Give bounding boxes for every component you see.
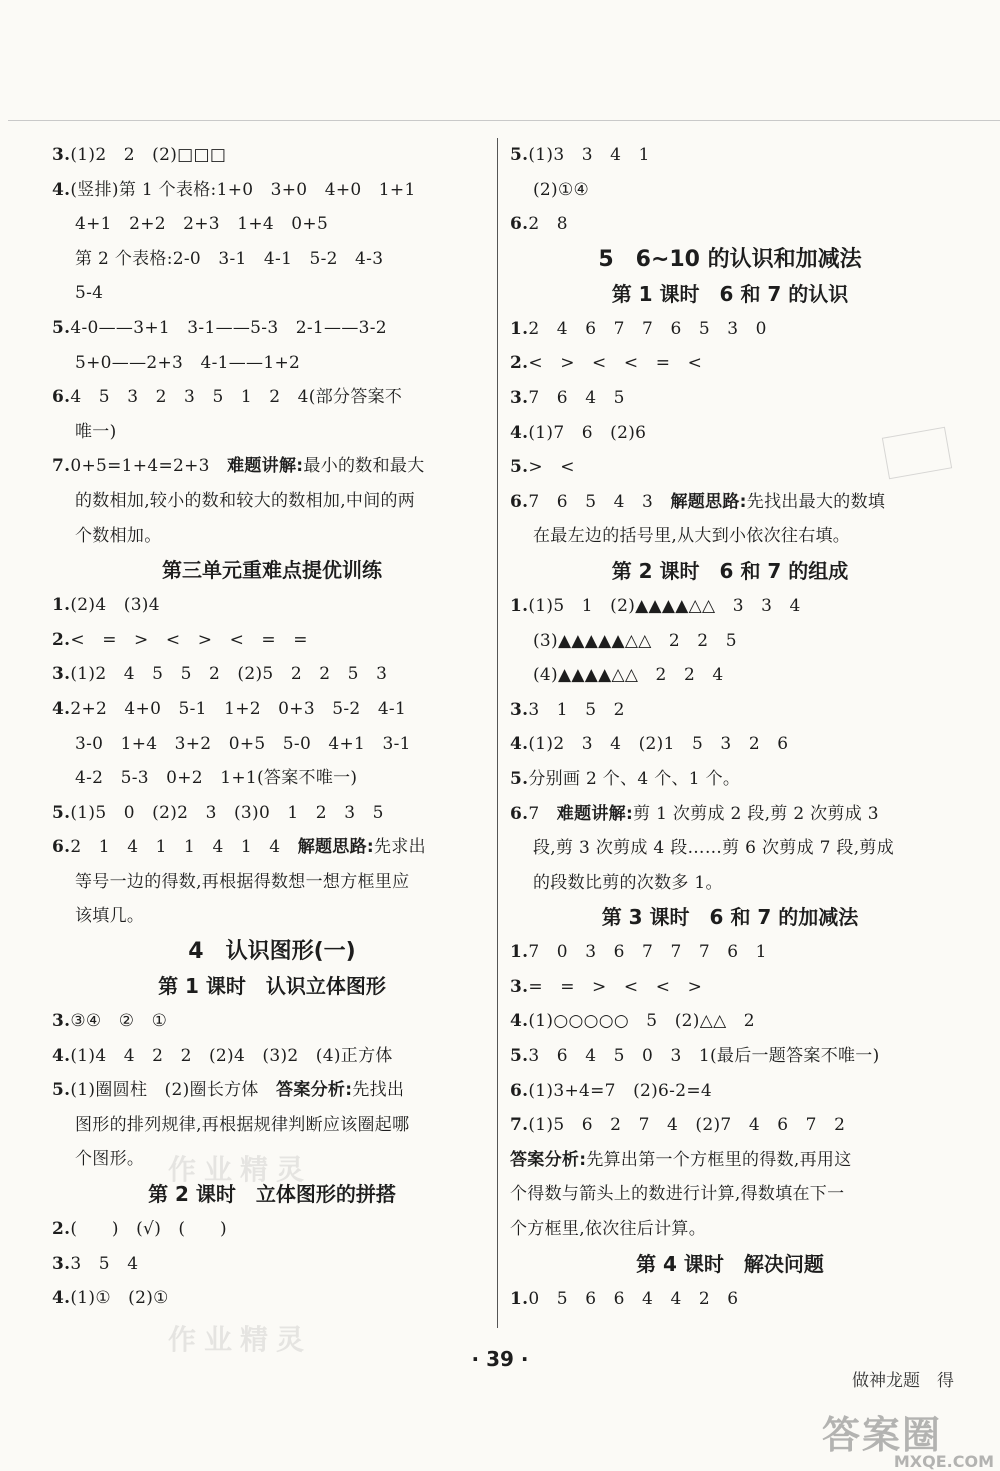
explanation-text: 先求出 bbox=[374, 837, 426, 858]
answer-text: (2)4 (3)4 bbox=[70, 595, 160, 616]
question-number: 6. bbox=[510, 214, 529, 235]
answer-text: 7 0 3 6 7 7 7 6 1 bbox=[528, 942, 767, 963]
section-heading: 第 2 课时 立体图形的拼搭 bbox=[148, 1182, 396, 1207]
question-number: 2. bbox=[510, 353, 529, 374]
answer-line bbox=[52, 1039, 492, 1074]
answer-text: (1)① (2)① bbox=[70, 1288, 169, 1309]
answer-line bbox=[510, 1143, 950, 1178]
answer-line bbox=[52, 173, 492, 208]
answer-text: 5-4 bbox=[75, 283, 104, 304]
answer-text: 4 5 3 2 3 5 1 2 4(部分答案不 bbox=[70, 387, 403, 408]
answer-line bbox=[52, 761, 492, 796]
answer-line bbox=[510, 519, 950, 554]
answer-text: < > < < = < bbox=[528, 353, 703, 374]
explanation-label: 难题讲解: bbox=[556, 803, 634, 824]
answer-text: 5+0——2+3 4-1——1+2 bbox=[75, 352, 301, 373]
watermark-mid: 作业精灵 bbox=[168, 1153, 313, 1186]
question-number: 1. bbox=[510, 318, 529, 339]
answer-line bbox=[52, 519, 492, 554]
answer-line bbox=[510, 1282, 950, 1317]
answer-text: (竖排)第 1 个表格:1+0 3+0 4+0 1+1 bbox=[70, 179, 416, 200]
answer-line bbox=[52, 692, 492, 727]
section-heading: 第 1 课时 6 和 7 的认识 bbox=[611, 281, 849, 306]
answer-text: (1)3+4=7 (2)6-2=4 bbox=[528, 1080, 712, 1101]
answer-line bbox=[52, 1004, 492, 1039]
question-number: 6. bbox=[52, 837, 71, 858]
answer-line bbox=[52, 727, 492, 762]
answer-line bbox=[510, 312, 950, 347]
question-number: 5. bbox=[510, 768, 529, 789]
answer-line bbox=[510, 866, 950, 901]
answer-line bbox=[510, 624, 950, 659]
question-number: 4. bbox=[510, 1011, 529, 1032]
answer-line bbox=[52, 138, 492, 173]
question-number: 4. bbox=[510, 422, 529, 443]
answer-text: 3 6 4 5 0 3 1(最后一题答案不唯一) bbox=[528, 1046, 880, 1067]
answer-text: (1)2 3 4 (2)1 5 3 2 6 bbox=[528, 734, 789, 755]
explanation-label: 解题思路: bbox=[670, 491, 747, 512]
question-number: 6. bbox=[52, 387, 71, 408]
answer-line bbox=[52, 276, 492, 311]
answer-text: 第 2 个表格:2-0 3-1 4-1 5-2 4-3 bbox=[75, 248, 384, 269]
section-heading: 4 认识图形(一) bbox=[188, 939, 356, 965]
corner-watermark-main: 答案圈 bbox=[822, 1413, 943, 1457]
right-column bbox=[510, 138, 950, 1316]
answer-line bbox=[52, 311, 492, 346]
explanation-text: 剪 1 次剪成 2 段,剪 2 次剪成 3 bbox=[633, 803, 879, 824]
answer-text: 3-0 1+4 3+2 0+5 5-0 4+1 3-1 bbox=[75, 733, 411, 754]
explanation-label: 答案分析: bbox=[276, 1080, 353, 1101]
answer-line bbox=[510, 207, 950, 242]
answer-text: (1)5 6 2 7 4 (2)7 4 6 7 2 bbox=[528, 1115, 846, 1136]
section-heading: 第 3 课时 6 和 7 的加减法 bbox=[601, 905, 859, 930]
answer-line bbox=[510, 589, 950, 624]
answer-text: 在最左边的括号里,从大到小依次往右填。 bbox=[533, 526, 851, 547]
answer-line bbox=[510, 1004, 950, 1039]
answer-text: 3 5 4 bbox=[70, 1253, 139, 1274]
section-heading: 第三单元重难点提优训练 bbox=[162, 558, 382, 583]
answer-line bbox=[52, 242, 492, 277]
page-number: · 39 · bbox=[471, 1347, 529, 1371]
question-number: 2. bbox=[52, 629, 71, 650]
answer-line bbox=[510, 485, 950, 520]
answer-line bbox=[510, 346, 950, 381]
answer-text: 3 1 5 2 bbox=[528, 699, 625, 720]
question-number: 4. bbox=[52, 1045, 71, 1066]
answer-text: 7 6 4 5 bbox=[528, 387, 625, 408]
question-number: 1. bbox=[52, 595, 71, 616]
left-column bbox=[52, 138, 492, 1316]
answer-line bbox=[52, 449, 492, 484]
answer-line bbox=[510, 693, 950, 728]
answer-line bbox=[52, 346, 492, 381]
watermark-bottom: 作业精灵 bbox=[168, 1323, 313, 1356]
answer-text: ( ) (√) ( ) bbox=[70, 1219, 227, 1240]
answer-text: 0+5=1+4=2+3 bbox=[70, 456, 228, 477]
answer-line bbox=[510, 831, 950, 866]
explanation-label: 难题讲解: bbox=[227, 456, 304, 477]
question-number: 4. bbox=[52, 1288, 71, 1309]
answer-text: 段,剪 3 次剪成 4 段……剪 6 次剪成 7 段,剪成 bbox=[533, 838, 895, 859]
answer-text: (4)▲▲▲▲△△ 2 2 4 bbox=[533, 665, 724, 686]
explanation-text: 最小的数和最大 bbox=[303, 456, 425, 477]
section-heading: 第 1 课时 认识立体图形 bbox=[158, 974, 386, 999]
question-number: 3. bbox=[510, 976, 529, 997]
answer-text: (1)5 0 (2)2 3 (3)0 1 2 3 5 bbox=[70, 802, 384, 823]
answer-line bbox=[510, 1108, 950, 1143]
answer-line bbox=[510, 797, 950, 832]
answer-line bbox=[510, 970, 950, 1005]
question-number: 3. bbox=[510, 699, 529, 720]
answer-line bbox=[52, 796, 492, 831]
question-number: 5. bbox=[510, 457, 529, 478]
question-number: 3. bbox=[52, 1011, 71, 1032]
question-number: 6. bbox=[510, 1080, 529, 1101]
answer-line bbox=[52, 1247, 492, 1282]
answer-line bbox=[52, 657, 492, 692]
answer-text: 等号一边的得数,再根据得数想一想方框里应 bbox=[75, 871, 410, 892]
answer-text: < = > < > < = = bbox=[70, 629, 308, 650]
section-heading: 第 4 课时 解决问题 bbox=[636, 1251, 824, 1276]
question-number: 1. bbox=[510, 1288, 529, 1309]
answer-text: 2 8 bbox=[528, 214, 568, 235]
question-number: 4. bbox=[52, 179, 71, 200]
answer-line bbox=[52, 588, 492, 623]
answer-line bbox=[510, 1074, 950, 1109]
answer-line bbox=[52, 899, 492, 934]
explanation-text: 先找出 bbox=[352, 1080, 405, 1101]
question-number: 1. bbox=[510, 595, 529, 616]
question-number: 4. bbox=[52, 698, 71, 719]
question-number: 5. bbox=[510, 145, 529, 165]
answer-text: (3)▲▲▲▲▲△△ 2 2 5 bbox=[533, 630, 737, 651]
explanation-text: 先找出最大的数填 bbox=[746, 491, 886, 512]
question-number: 6. bbox=[510, 803, 529, 824]
section-heading: 第 2 课时 6 和 7 的组成 bbox=[611, 558, 849, 583]
answer-line bbox=[52, 484, 492, 519]
answer-text: 该填几。 bbox=[75, 906, 145, 927]
answer-text: (1)○○○○○ 5 (2)△△ 2 bbox=[528, 1011, 755, 1032]
corner-watermark bbox=[822, 1404, 1000, 1471]
answer-text: 唯一) bbox=[75, 421, 117, 442]
answer-text: 7 bbox=[528, 803, 557, 824]
answer-line bbox=[52, 623, 492, 658]
question-number: 3. bbox=[510, 387, 529, 408]
answer-text: > < bbox=[528, 457, 575, 478]
answer-line bbox=[510, 1039, 950, 1074]
answer-line bbox=[52, 207, 492, 242]
answer-text: = = > < < > bbox=[528, 976, 703, 997]
column-divider bbox=[497, 138, 498, 1328]
answer-text: (1)2 4 5 5 2 (2)5 2 2 5 3 bbox=[70, 664, 388, 685]
corner-watermark-url: MXQE.COM bbox=[893, 1452, 994, 1471]
answer-text: 2+2 4+0 5-1 1+2 0+3 5-2 4-1 bbox=[70, 698, 407, 719]
answer-line bbox=[510, 727, 950, 762]
answer-line bbox=[52, 865, 492, 900]
answer-text: (1)3 3 4 1 bbox=[528, 145, 650, 165]
answer-text: 4-2 5-3 0+2 1+1(答案不唯一) bbox=[75, 768, 358, 789]
answer-text: 7 6 5 4 3 bbox=[528, 491, 671, 512]
answer-text: (1)7 6 (2)6 bbox=[528, 422, 647, 443]
answer-text: (1)2 2 (2)□□□ bbox=[70, 145, 227, 165]
question-number: 7. bbox=[52, 456, 71, 477]
answer-line bbox=[510, 138, 950, 173]
answer-line bbox=[52, 1108, 492, 1143]
answer-line bbox=[52, 1281, 492, 1316]
answer-text: 个得数与箭头上的数进行计算,得数填在下一 bbox=[510, 1184, 845, 1205]
answer-line bbox=[52, 1212, 492, 1247]
answer-line bbox=[52, 830, 492, 865]
answer-text: 图形的排列规律,再根据规律判断应该圈起哪 bbox=[75, 1114, 410, 1135]
question-number: 3. bbox=[52, 1253, 71, 1274]
answer-text: 个方框里,依次往后计算。 bbox=[510, 1219, 707, 1240]
answer-text: (1)圈圆柱 (2)圈长方体 bbox=[70, 1080, 277, 1101]
answer-text: 个图形。 bbox=[75, 1149, 145, 1170]
answer-text: 0 5 6 6 4 4 2 6 bbox=[528, 1288, 739, 1309]
question-number: 4. bbox=[510, 734, 529, 755]
question-number: 3. bbox=[52, 664, 71, 685]
question-number: 5. bbox=[52, 802, 71, 823]
top-rule bbox=[8, 120, 1000, 121]
answer-line bbox=[52, 415, 492, 450]
answer-line bbox=[510, 658, 950, 693]
question-number: 7. bbox=[510, 1115, 529, 1136]
answer-text: 的段数比剪的次数多 1。 bbox=[533, 872, 723, 893]
answer-text: 的数相加,较小的数和较大的数相加,中间的两 bbox=[75, 490, 416, 511]
explanation-label: 答案分析: bbox=[510, 1149, 587, 1170]
question-number: 5. bbox=[52, 1080, 71, 1101]
answer-line bbox=[510, 1212, 950, 1247]
question-number: 2. bbox=[52, 1219, 71, 1240]
question-number: 3. bbox=[52, 145, 71, 165]
question-number: 5. bbox=[510, 1046, 529, 1067]
answer-text: (2)①④ bbox=[533, 179, 590, 200]
answer-text: 4+1 2+2 2+3 1+4 0+5 bbox=[75, 214, 329, 235]
answer-text: 个数相加。 bbox=[75, 525, 162, 546]
answer-text: (1)5 1 (2)▲▲▲▲△△ 3 3 4 bbox=[528, 595, 801, 616]
answer-line bbox=[510, 381, 950, 416]
explanation-label: 解题思路: bbox=[297, 837, 374, 858]
answer-text: 2 1 4 1 1 4 1 4 bbox=[70, 837, 298, 858]
answer-line bbox=[510, 1177, 950, 1212]
answer-line bbox=[510, 935, 950, 970]
question-number: 6. bbox=[510, 491, 529, 512]
answer-text: ③④ ② ① bbox=[70, 1011, 168, 1032]
question-number: 1. bbox=[510, 942, 529, 963]
answer-text: 2 4 6 7 7 6 5 3 0 bbox=[528, 318, 767, 339]
answer-line bbox=[52, 1073, 492, 1108]
answer-line bbox=[510, 173, 950, 208]
answer-text: (1)4 4 2 2 (2)4 (3)2 (4)正方体 bbox=[70, 1045, 393, 1066]
answer-text: 分别画 2 个、4 个、1 个。 bbox=[528, 768, 741, 789]
question-number: 5. bbox=[52, 317, 71, 338]
footer-brand: 做神龙题 得 bbox=[852, 1371, 954, 1391]
answer-line bbox=[52, 380, 492, 415]
answer-text: 4-0——3+1 3-1——5-3 2-1——3-2 bbox=[70, 317, 387, 338]
section-heading: 5 6~10 的认识和加减法 bbox=[598, 246, 862, 272]
answer-line bbox=[510, 762, 950, 797]
explanation-text: 先算出第一个方框里的得数,再用这 bbox=[586, 1149, 852, 1170]
